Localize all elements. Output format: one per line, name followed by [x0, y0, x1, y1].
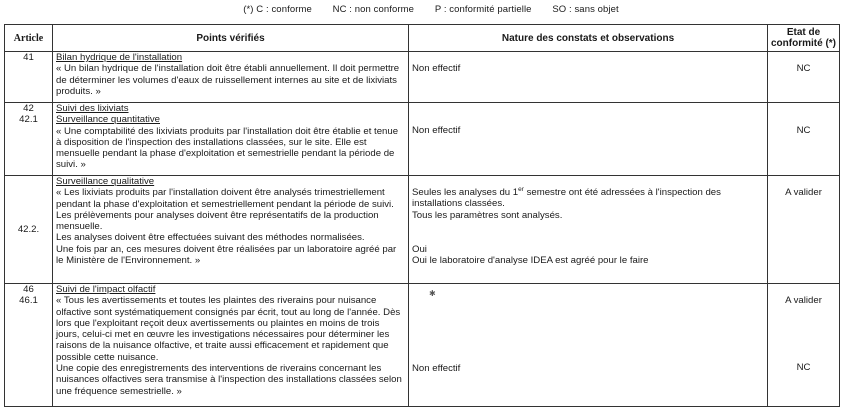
article-cell	[5, 103, 53, 176]
constat-text: Non effectif	[412, 125, 461, 136]
constat-text: Non effectif	[412, 63, 461, 74]
table-row	[5, 52, 840, 103]
etat-value: A valider	[785, 187, 822, 198]
article-number: 42	[23, 103, 34, 114]
legend-item: P : conformité partielle	[434, 4, 532, 15]
points-cell	[53, 176, 409, 284]
constat-text: Tous les paramètres sont analysés.	[412, 209, 563, 221]
constat-text: Non effectif	[412, 363, 461, 374]
article-cell	[5, 52, 53, 103]
conformity-legend	[0, 4, 842, 15]
section-subtitle: Surveillance qualitative	[56, 176, 155, 187]
regulation-text: « Une comptabilité des lixiviats produits par l'installation doit être établie et tenue à disposition de l'inspection des installations classées, sur le site. Elle est mensuelle pendant la phase d'exploitation et semestrielle pendant la période de suivi. »	[56, 125, 399, 171]
regulation-text: « Un bilan hydrique de l'installation doit être établi annuellement. Il doit permettre de déterminer les volumes d'eaux de ruissellement internes au site et de lixiviats produits. »	[56, 63, 400, 97]
constat-cell	[409, 103, 768, 176]
article-number: 42.2.	[17, 223, 40, 235]
regulation-text: « Les lixiviats produits par l'installation doivent être analysés trimestriellement pendant la phase d'exploitation et semestriellement pendant la période de suivi.	[56, 187, 394, 210]
table-row	[5, 103, 840, 176]
constat-cell	[409, 176, 768, 284]
etat-cell	[768, 103, 840, 176]
legend-item: SO : sans objet	[552, 4, 619, 15]
table-row	[5, 176, 840, 284]
points-cell	[53, 284, 409, 407]
constat-text: Oui le laboratoire d'analyse IDEA est agréé pour le faire	[412, 255, 649, 267]
etat-value: NC	[796, 63, 811, 74]
points-cell	[53, 103, 409, 176]
article-number: 41	[23, 52, 34, 63]
section-title: Bilan hydrique de l'installation	[56, 52, 183, 63]
article-number: 42.1	[19, 114, 38, 126]
article-number: 46.1	[19, 295, 38, 307]
header-article: Article	[5, 25, 53, 52]
etat-cell	[768, 284, 840, 407]
header-points: Points vérifiés	[53, 25, 409, 52]
section-title: Suivi de l'impact olfactif	[56, 284, 156, 295]
constat-text: Oui	[412, 243, 427, 255]
article-cell	[5, 284, 53, 407]
section-subtitle: Surveillance quantitative	[56, 114, 160, 126]
header-etat: Etat de conformité (*)	[768, 25, 840, 52]
regulation-text: Une fois par an, ces mesures doivent être réalisées par un laboratoire agréé par le Ministère de l'Environnement. »	[56, 243, 397, 267]
section-title: Suivi des lixiviats	[56, 103, 129, 114]
constat-cell	[409, 284, 768, 407]
etat-value: NC	[796, 125, 811, 136]
etat-value: A valider	[785, 295, 822, 306]
article-cell	[5, 176, 53, 284]
regulation-text: Les analyses doivent être effectuées suivant des méthodes normalisées.	[56, 232, 365, 244]
points-cell	[53, 52, 409, 103]
table-row	[5, 284, 840, 407]
constat-cell	[409, 52, 768, 103]
constat-text: Seules les analyses du 1er semestre ont été adressées à l'inspection des installations classées.	[412, 185, 721, 210]
legend-item: NC : non conforme	[332, 4, 415, 15]
etat-value: NC	[796, 362, 811, 374]
inspection-table	[4, 24, 840, 407]
regulation-text: Une copie des enregistrements des interventions de riverains concernant les nuisances olfactives sera transmise à l'inspection des installations classées selon une fréquence semestrielle. »	[56, 363, 402, 397]
regulation-text: « Tous les avertissements et toutes les plaintes des riverains pour nuisance olfactive sont systématiquement consignés par écrit, tout au long de l'année. Dès lors que l'exploitant reçoit deux avertissements ou plaintes en moins de trois jours, celui-ci met en œuvre les investigations nécessaires pour déterminer les raisons de la nuisance olfactive, et traite aussi efficacement et rapidement que possible cette nuisance.	[56, 295, 401, 363]
article-number: 46	[23, 284, 34, 295]
etat-cell	[768, 52, 840, 103]
legend-item: (*) C : conforme	[243, 4, 312, 15]
etat-cell	[768, 176, 840, 284]
table-header-row	[5, 25, 840, 52]
regulation-text: Les prélèvements pour analyses doivent être représentatifs de la production mensuelle.	[56, 209, 379, 233]
scan-speck: ✱	[429, 289, 436, 298]
header-nature: Nature des constats et observations	[409, 25, 768, 52]
